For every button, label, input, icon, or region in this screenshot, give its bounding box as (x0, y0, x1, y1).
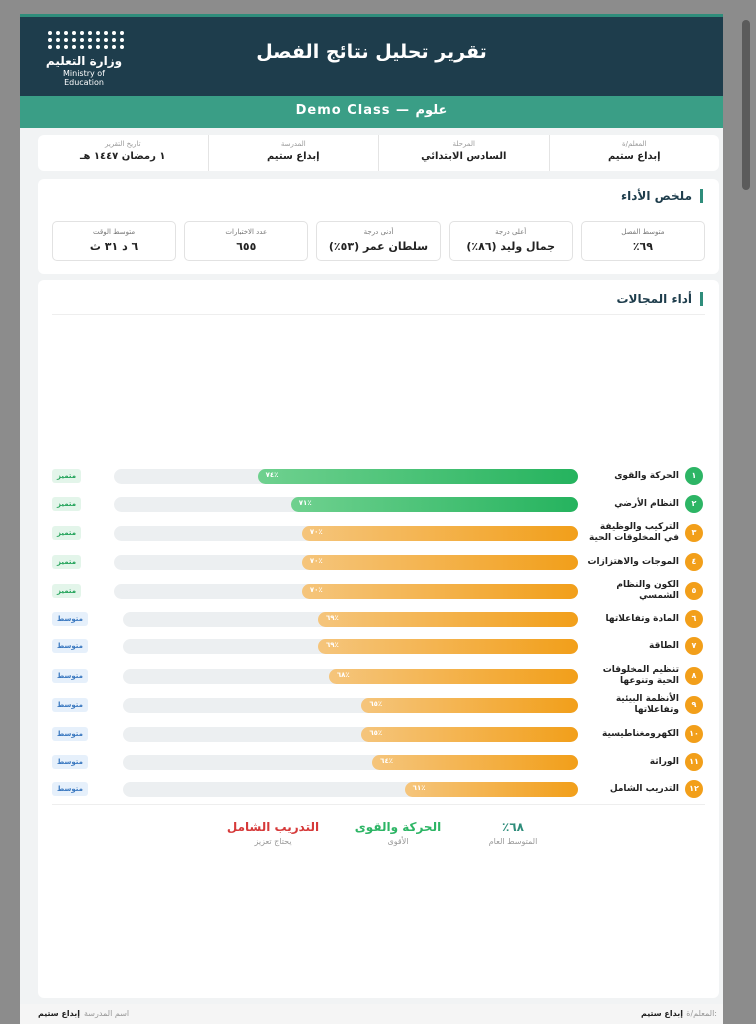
logo-arabic-text: وزارة التعليم (45, 54, 123, 68)
domain-level-badge: متميز (52, 526, 81, 540)
domain-percent: ٦٥٪ (369, 700, 383, 708)
domain-level-badge: متوسط (52, 612, 88, 626)
divider (52, 804, 705, 805)
domain-row (38, 694, 719, 716)
domain-progress-track (114, 584, 578, 599)
domain-progress-track (123, 782, 578, 797)
footer-teacher-label: المعلم/ة: (686, 1009, 717, 1018)
info-date (38, 135, 208, 171)
domain-number-badge: ٥ (685, 582, 703, 600)
weakest-domain-value: التدريب الشامل (226, 820, 320, 834)
domain-percent: ٧٤٪ (265, 471, 279, 479)
domain-progress-fill (405, 782, 578, 797)
domain-percent: ٧١٪ (298, 499, 312, 507)
domain-level-badge: متوسط (52, 698, 88, 712)
domain-name: الكون والنظام الشمسي (616, 580, 679, 601)
report-page (20, 14, 723, 1024)
domain-level-badge: متوسط (52, 782, 88, 796)
domain-row (38, 635, 719, 657)
stat-value: ٦٩٪ (632, 240, 653, 253)
domain-level-badge: متوسط (52, 669, 88, 683)
footer-school-label: اسم المدرسة (84, 1009, 130, 1018)
report-info-bar (38, 135, 719, 171)
domain-level-badge: متميز (52, 584, 81, 598)
domain-progress-fill (329, 669, 578, 684)
domain-row (38, 493, 719, 515)
domain-number-badge: ١٠ (685, 725, 703, 743)
logo-dots-icon (48, 31, 124, 49)
domain-progress-track (123, 755, 578, 770)
page-title: تقرير تحليل نتائج الفصل (256, 41, 487, 63)
domain-row (38, 608, 719, 630)
section-title: أداء المجالات (616, 292, 703, 306)
domain-name: الحركة والقوى (614, 470, 679, 481)
domain-number-badge: ١٢ (685, 780, 703, 798)
domain-progress-fill (372, 755, 578, 770)
stat-label: أعلى درجة (495, 228, 527, 236)
domain-percent: ٦٩٪ (326, 641, 339, 649)
domain-progress-fill (361, 698, 578, 713)
info-label: المعلم/ة (621, 140, 647, 148)
info-teacher (549, 135, 720, 171)
domain-row (38, 778, 719, 800)
domain-progress-track (123, 612, 578, 627)
domain-number-badge: ٣ (685, 524, 703, 542)
domain-level-badge: متميز (52, 469, 81, 483)
info-value: إبداع ستيم (607, 151, 661, 162)
stat-label: متوسط الفصل (621, 228, 665, 236)
stat-label: أدنى درجة (363, 228, 394, 236)
domain-name: تنظيم المخلوقات الحية وتنوعها (602, 665, 679, 686)
domain-progress-fill (318, 612, 578, 627)
domain-level-badge: متوسط (52, 639, 88, 653)
domain-number-badge: ١ (685, 467, 703, 485)
ministry-logo (44, 31, 124, 87)
stat-average-time (52, 221, 176, 261)
domain-level-badge: متوسط (52, 755, 88, 769)
class-subject-bar: Demo Class — علوم (20, 96, 723, 128)
domain-row (38, 465, 719, 487)
domain-name: المادة وتفاعلاتها (605, 613, 679, 624)
domain-progress-fill (302, 584, 578, 599)
domain-number-badge: ٢ (685, 495, 703, 513)
weakest-domain-label: يحتاج تعزيز (254, 837, 292, 846)
domain-percent: ٧٠٪ (309, 586, 323, 594)
stat-label: متوسط الوقت (93, 228, 136, 236)
summary-stats (52, 221, 705, 261)
info-grade (378, 135, 549, 171)
domain-number-badge: ٨ (685, 667, 703, 685)
domain-progress-track (114, 497, 578, 512)
domain-level-badge: متوسط (52, 727, 88, 741)
domain-name: الوراثة (649, 756, 679, 767)
domain-level-badge: متميز (52, 555, 81, 569)
logo-english-text: Ministry of Education (63, 69, 105, 87)
domain-number-badge: ٦ (685, 610, 703, 628)
domain-progress-track (114, 555, 578, 570)
domain-percent: ٧٠٪ (309, 557, 323, 565)
info-label: المرحلة (452, 140, 475, 148)
info-value: إبداع ستيم (266, 151, 320, 162)
domain-percent: ٦٨٪ (336, 671, 350, 679)
page-footer (20, 1004, 723, 1024)
info-label: المدرسة (280, 140, 306, 148)
domain-name: الأنظمة البيئية وتفاعلاتها (615, 694, 679, 715)
domain-row (38, 580, 719, 602)
divider (52, 314, 705, 315)
domain-number-badge: ١١ (685, 753, 703, 771)
stat-test-count (184, 221, 308, 261)
domain-progress-fill (291, 497, 578, 512)
domain-row (38, 665, 719, 687)
footer-teacher-value: إبداع ستيم (640, 1009, 683, 1018)
info-value: ١ رمضان ١٤٤٧ هـ (80, 151, 166, 162)
domain-name: التدريب الشامل (609, 783, 679, 794)
overall-average-label: المتوسط العام (488, 837, 538, 846)
vertical-scrollbar[interactable] (742, 20, 750, 190)
strongest-domain-label: الأقوى (387, 837, 409, 846)
stat-value: ٦٥٥ (236, 240, 257, 253)
domain-percent: ٧٠٪ (309, 528, 323, 536)
domain-name: التركيب والوظيفة في المخلوقات الحية (589, 522, 679, 543)
domain-row (38, 551, 719, 573)
domain-row (38, 522, 719, 544)
domain-name: الكهرومغناطيسية (602, 728, 679, 739)
domain-progress-track (123, 727, 578, 742)
domain-number-badge: ٩ (685, 696, 703, 714)
domain-progress-fill (302, 526, 578, 541)
domain-progress-fill (318, 639, 578, 654)
domain-row (38, 751, 719, 773)
domain-progress-track (123, 698, 578, 713)
domain-percent: ٦٥٪ (369, 729, 383, 737)
domain-name: الطاقة (649, 640, 679, 651)
domain-number-badge: ٤ (685, 553, 703, 571)
domain-level-badge: متميز (52, 497, 81, 511)
domain-progress-fill (258, 469, 578, 484)
performance-summary-card (38, 179, 719, 274)
domain-progress-track (114, 469, 578, 484)
stat-highest-score (449, 221, 573, 261)
stat-value: جمال وليد (٨٦٪) (466, 240, 556, 253)
domain-percent: ٦٤٪ (380, 757, 393, 765)
domain-percent: ٦٩٪ (326, 614, 339, 622)
domains-performance-card (38, 280, 719, 998)
strongest-domain (338, 820, 458, 846)
info-school (208, 135, 379, 171)
domain-progress-track (123, 639, 578, 654)
info-value: السادس الابتدائي (421, 151, 507, 162)
overall-average-value: ٦٨٪ (502, 820, 524, 834)
footer-school-value: إبداع ستيم (38, 1009, 81, 1018)
weakest-domain (208, 820, 338, 846)
domain-progress-fill (361, 727, 578, 742)
domain-percent: ٦١٪ (412, 784, 426, 792)
strongest-domain-value: الحركة والقوى (354, 820, 442, 834)
report-header (20, 14, 723, 96)
overall-average (458, 820, 568, 846)
domain-progress-track (123, 669, 578, 684)
domain-name: النظام الأرضي (614, 498, 679, 509)
domain-number-badge: ٧ (685, 637, 703, 655)
section-title: ملخص الأداء (621, 189, 703, 203)
stat-value: سلطان عمر (٥٣٪) (328, 240, 429, 253)
info-label: تاريخ التقرير (104, 140, 141, 148)
domain-progress-fill (302, 555, 578, 570)
domain-row (38, 723, 719, 745)
stat-lowest-score (316, 221, 440, 261)
domain-name: الموجات والاهتزازات (587, 556, 679, 567)
domain-progress-track (114, 526, 578, 541)
stat-class-average (581, 221, 705, 261)
stat-label: عدد الاختبارات (225, 228, 268, 236)
stat-value: ٦ د ٣١ ث (89, 240, 139, 253)
